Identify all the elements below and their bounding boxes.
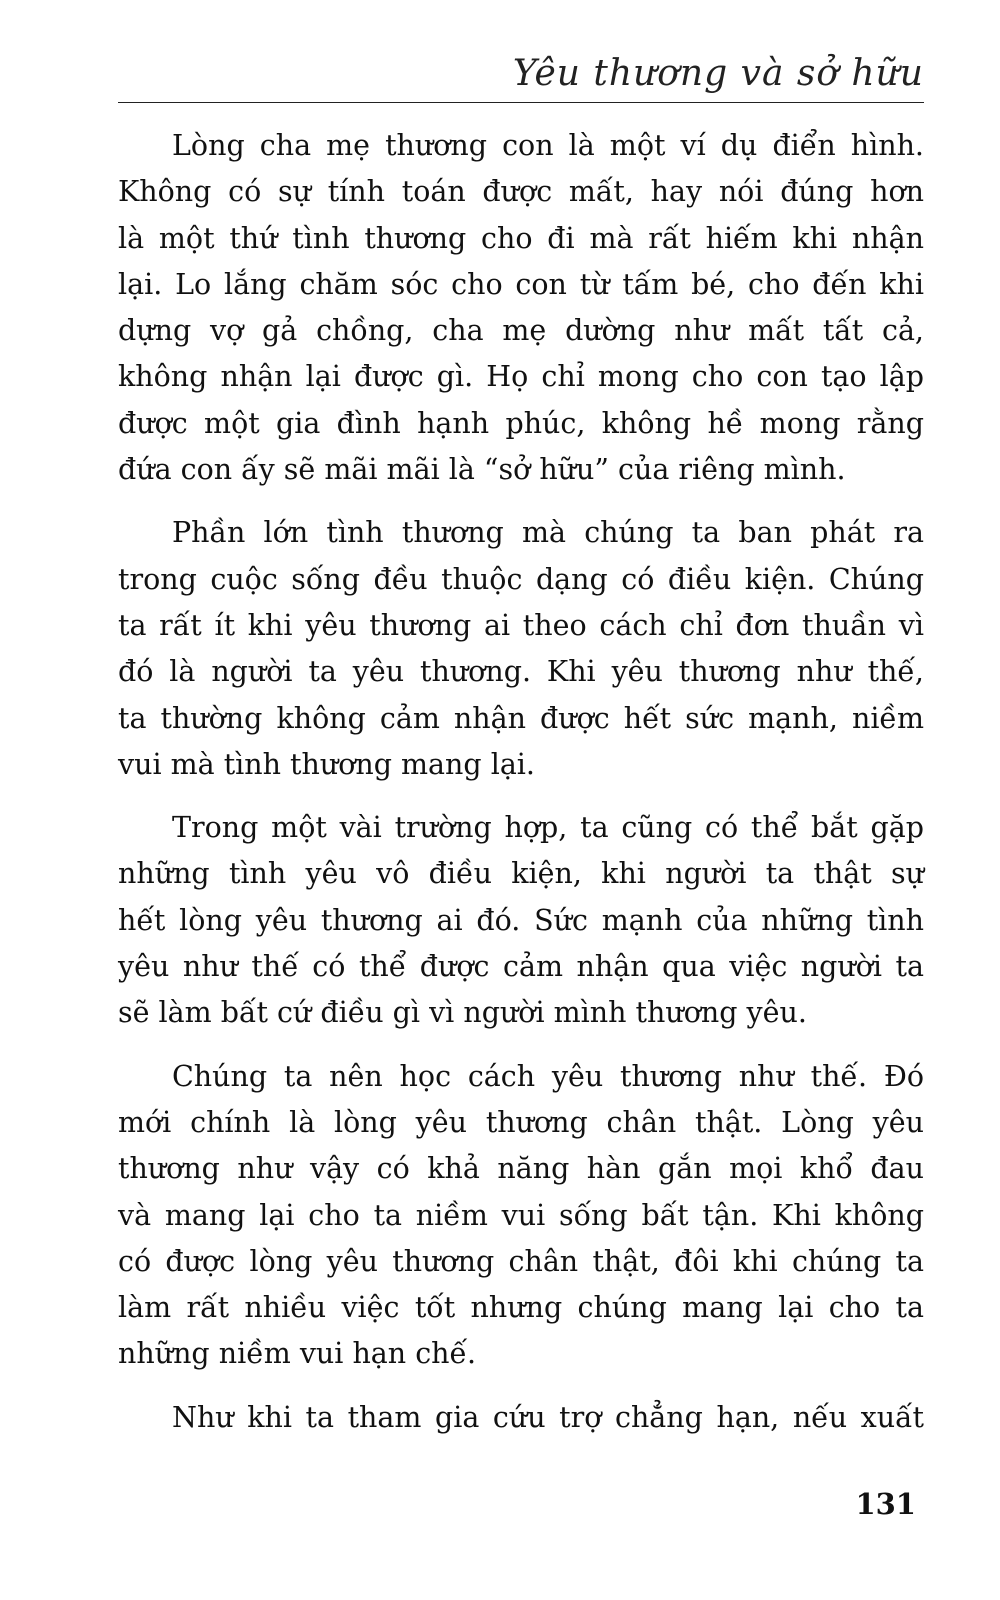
paragraph (118, 123, 924, 493)
text-line: đó là người ta yêu thương. Khi yêu thương như thế, (118, 655, 924, 689)
text-line: được một gia đình hạnh phúc, không hề mong rằng (118, 406, 924, 440)
text-line: trong cuộc sống đều thuộc dạng có điều kiện. Chúng (118, 562, 924, 596)
paragraph (118, 1395, 924, 1441)
running-header (118, 52, 924, 103)
paragraph (118, 805, 924, 1036)
text-line: hết lòng yêu thương ai đó. Sức mạnh của những tình (118, 903, 924, 937)
paragraph (118, 510, 924, 788)
text-line: những niềm vui hạn chế. (118, 1337, 477, 1371)
text-line: mới chính là lòng yêu thương chân thật. Lòng yêu (118, 1105, 924, 1139)
text-line: dựng vợ gả chồng, cha mẹ dường như mất tất cả, (118, 314, 924, 348)
text-line: Trong một vài trường hợp, ta cũng có thể bắt gặp (172, 811, 924, 845)
text-line: thương như vậy có khả năng hàn gắn mọi khổ đau (118, 1152, 924, 1186)
text-line: Như khi ta tham gia cứu trợ chẳng hạn, nếu xuất (172, 1400, 924, 1434)
text-line: không nhận lại được gì. Họ chỉ mong cho con tạo lập (118, 360, 924, 394)
text-line: những tình yêu vô điều kiện, khi người ta thật sự (118, 857, 924, 891)
text-line: và mang lại cho ta niềm vui sống bất tận. Khi không (118, 1198, 924, 1232)
text-line: Không có sự tính toán được mất, hay nói đúng hơn (118, 175, 924, 209)
text-line: là một thứ tình thương cho đi mà rất hiếm khi nhận (118, 221, 924, 255)
text-line: ta rất ít khi yêu thương ai theo cách chỉ đơn thuần vì (118, 608, 924, 642)
text-line: vui mà tình thương mang lại. (118, 747, 535, 781)
text-line: sẽ làm bất cứ điều gì vì người mình thương yêu. (118, 996, 807, 1030)
text-line: Phần lớn tình thương mà chúng ta ban phát ra (172, 516, 924, 550)
running-head-title: Yêu thương và sở hữu (512, 53, 924, 94)
text-line: làm rất nhiều việc tốt nhưng chúng mang lại cho ta (118, 1291, 924, 1325)
body-text (118, 123, 924, 1458)
text-line: ta thường không cảm nhận được hết sức mạnh, niềm (118, 701, 924, 735)
text-line: lại. Lo lắng chăm sóc cho con từ tấm bé, cho đến khi (118, 267, 924, 301)
text-line: có được lòng yêu thương chân thật, đôi khi chúng ta (118, 1244, 924, 1278)
text-line: Chúng ta nên học cách yêu thương như thế. Đó (172, 1059, 924, 1093)
page-number: 131 (855, 1487, 916, 1521)
text-line: Lòng cha mẹ thương con là một ví dụ điển hình. (172, 129, 924, 162)
text-line: yêu như thế có thể được cảm nhận qua việc người ta (118, 950, 924, 984)
text-line: đứa con ấy sẽ mãi mãi là “sở hữu” của riêng mình. (118, 453, 846, 487)
paragraph (118, 1054, 924, 1378)
